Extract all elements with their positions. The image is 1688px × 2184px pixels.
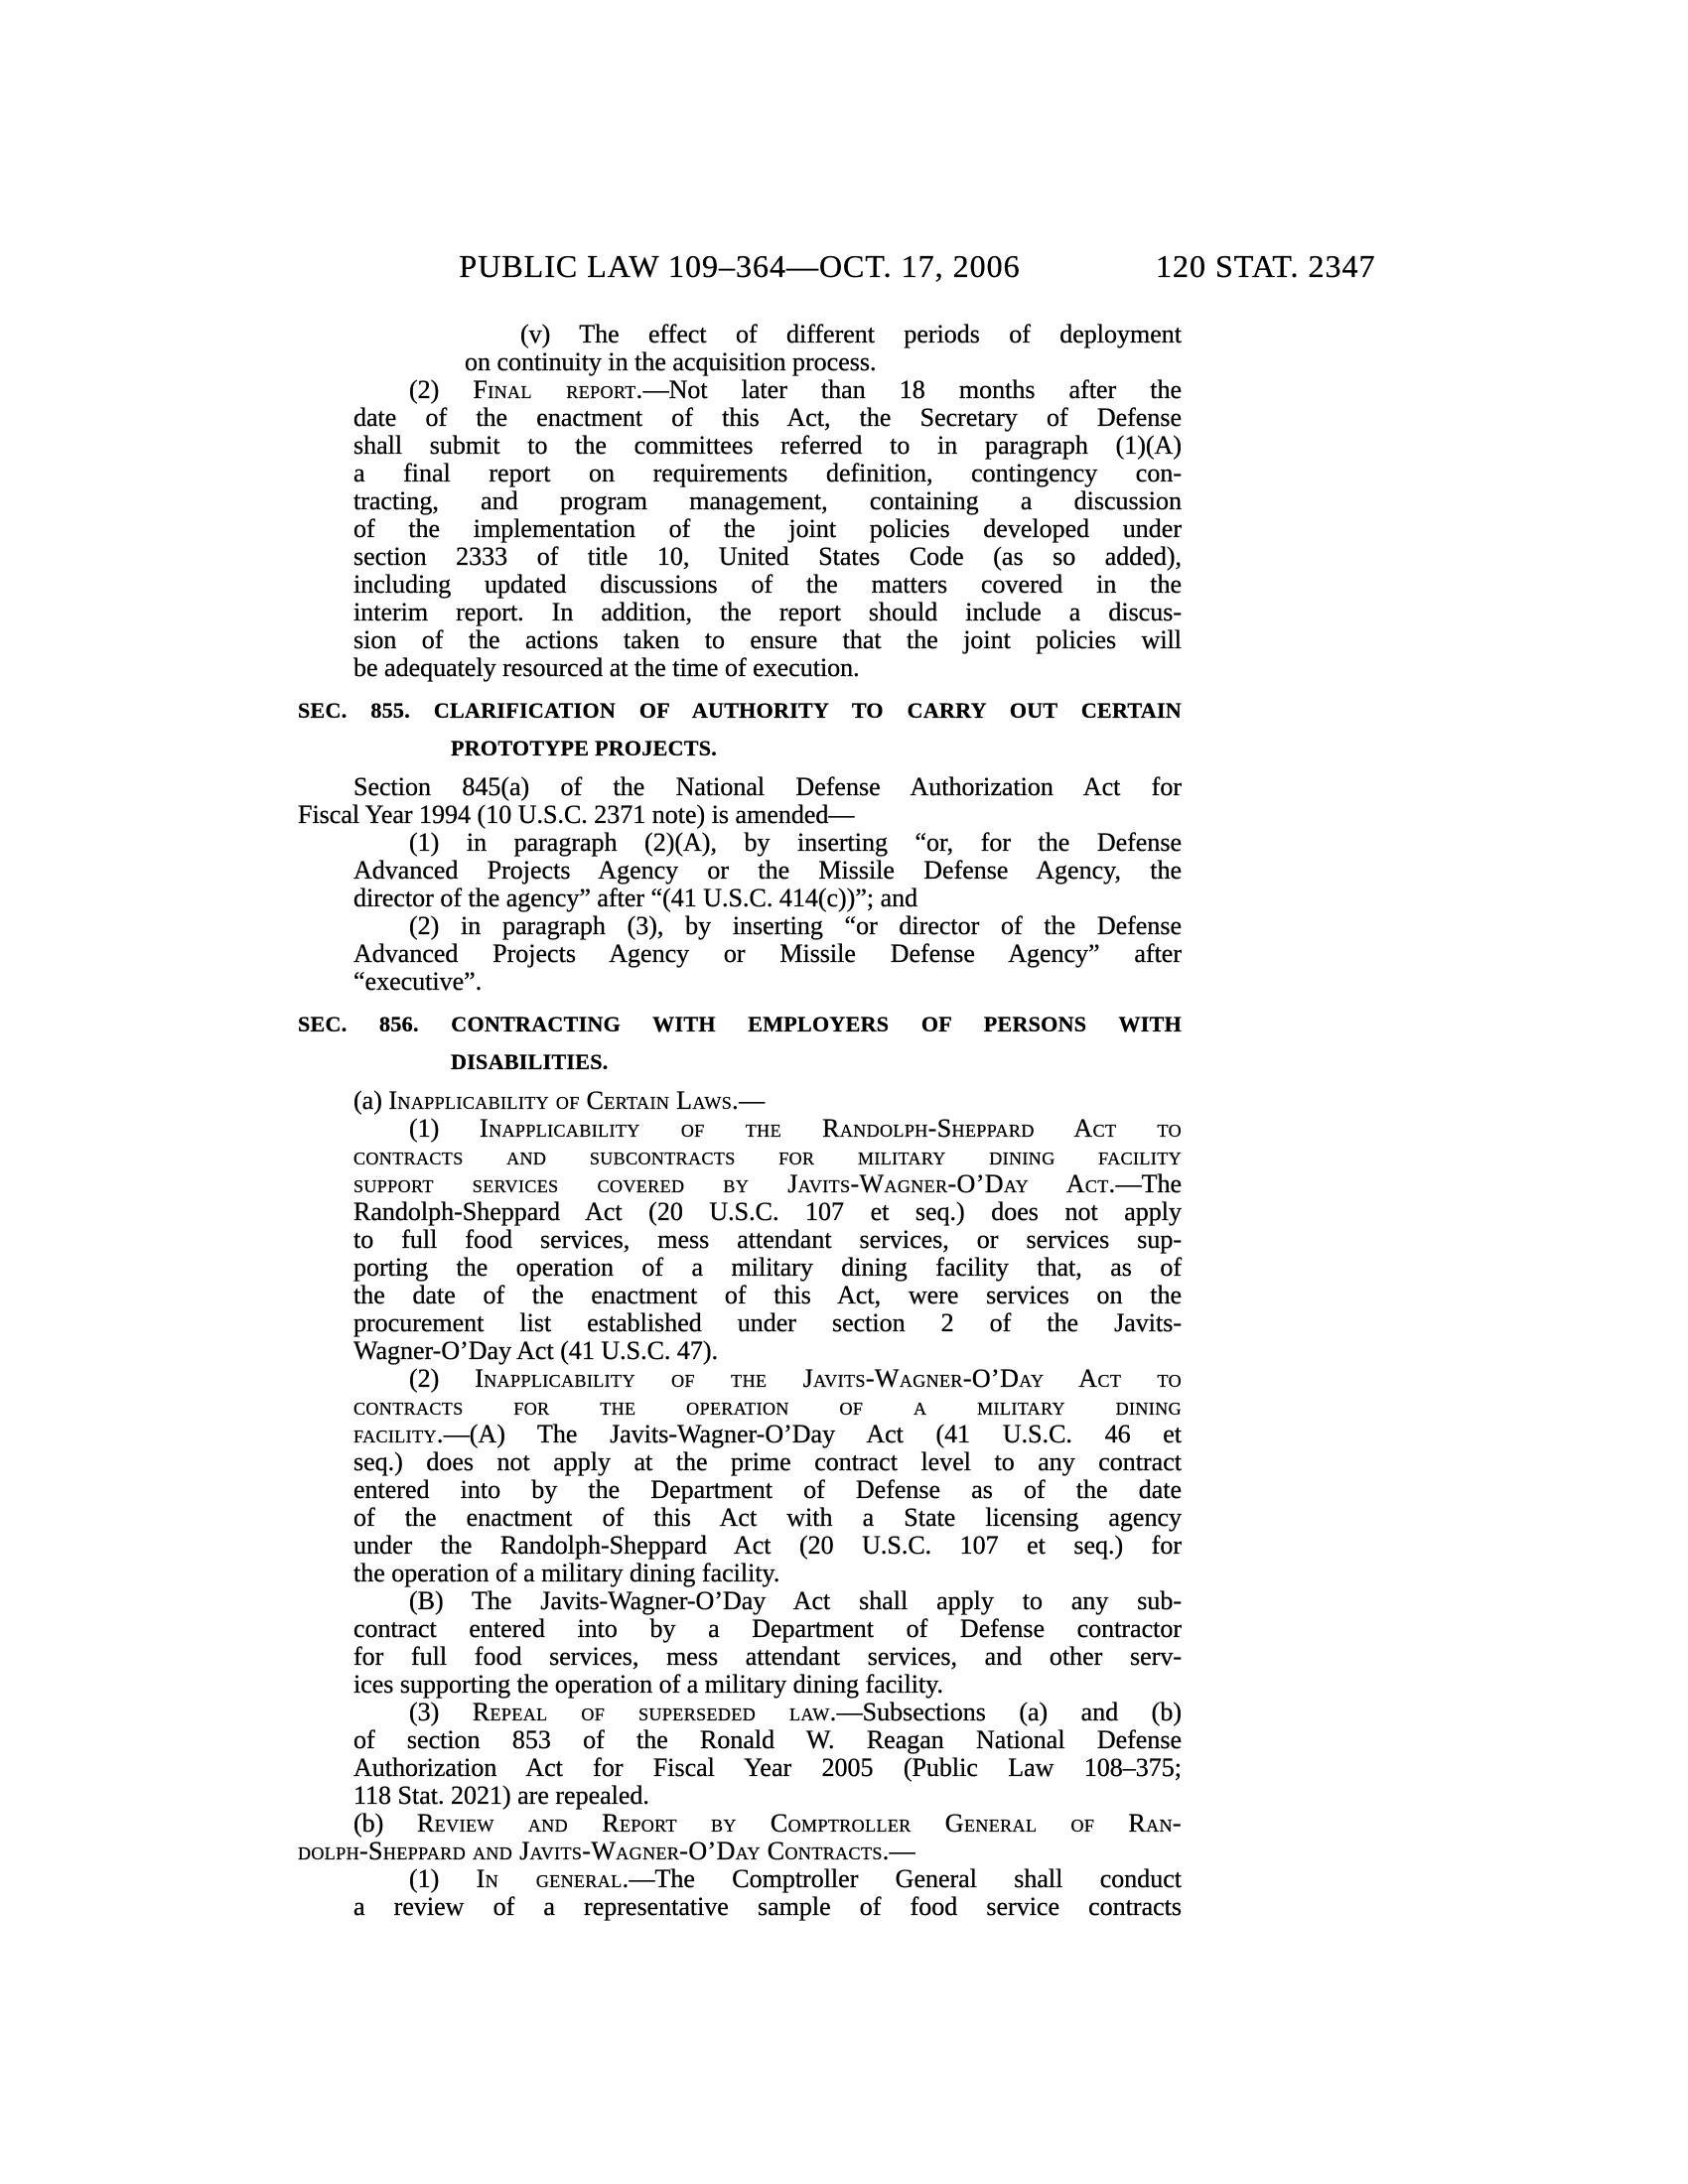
text-run: SEC. 856. CONTRACTING WITH EMPLOYERS OF PERSONS WITH bbox=[298, 1012, 1182, 1036]
text-run: be adequately resourced at the time of execution. bbox=[353, 653, 860, 682]
text-run: porting the operation of a military dining facility that, as of bbox=[353, 1253, 1182, 1282]
text-run: (1) in paragraph (2)(A), by inserting “or, for the Defense bbox=[409, 828, 1182, 857]
text-line bbox=[298, 404, 1182, 432]
text-run: contract entered into by a Department of Defense contractor bbox=[353, 1614, 1182, 1643]
text-line bbox=[298, 1476, 1182, 1504]
section-heading bbox=[298, 1006, 1182, 1081]
text-line bbox=[298, 599, 1182, 626]
text-run: shall submit to the committees referred to in paragraph (1)(A) bbox=[353, 431, 1182, 460]
text-run: section 2333 of title 10, United States Code (as so added), bbox=[353, 542, 1182, 571]
text-run: the date of the enactment of this Act, were services on the bbox=[353, 1281, 1182, 1309]
statute-paragraph bbox=[298, 1810, 1182, 1865]
text-run: procurement list established under section 2 of the Javits- bbox=[353, 1308, 1182, 1337]
text-run: —The Comptroller General shall conduct bbox=[629, 1864, 1182, 1893]
small-caps-run: Final report. bbox=[473, 375, 643, 404]
statute-paragraph bbox=[298, 376, 1182, 682]
text-run: Fiscal Year 1994 (10 U.S.C. 2371 note) is amended— bbox=[298, 800, 855, 829]
text-line bbox=[298, 1560, 1182, 1587]
text-line bbox=[298, 543, 1182, 571]
text-line bbox=[298, 1254, 1182, 1282]
statute-paragraph bbox=[298, 829, 1182, 912]
text-run: — bbox=[889, 1837, 915, 1865]
text-run: (a) bbox=[353, 1086, 389, 1115]
text-line bbox=[298, 1170, 1182, 1198]
text-line bbox=[298, 1143, 1182, 1170]
text-run: (2) bbox=[409, 1364, 476, 1393]
text-run: a review of a representative sample of food service contracts bbox=[353, 1892, 1182, 1921]
text-run: Section 845(a) of the National Defense Authorization Act for bbox=[353, 772, 1182, 801]
text-line bbox=[298, 1838, 1182, 1865]
section-heading bbox=[298, 692, 1182, 767]
text-run: (B) The Javits-Wagner-O’Day Act shall apply to any sub- bbox=[409, 1586, 1182, 1615]
text-run: to full food services, mess attendant services, or services sup- bbox=[353, 1225, 1182, 1254]
statute-paragraph bbox=[298, 1587, 1182, 1699]
text-run: the operation of a military dining facility. bbox=[353, 1559, 780, 1587]
small-caps-run: Inapplicability of Certain Laws. bbox=[388, 1086, 740, 1115]
text-line bbox=[298, 321, 1182, 348]
text-line bbox=[298, 1726, 1182, 1754]
text-run: Advanced Projects Agency or the Missile Defense Agency, the bbox=[353, 856, 1182, 885]
small-caps-run: dolph-Sheppard and Javits-Wagner-O’Day Contracts. bbox=[298, 1837, 890, 1865]
text-run: 118 Stat. 2021) are repealed. bbox=[353, 1781, 649, 1810]
text-run: ices supporting the operation of a military dining facility. bbox=[353, 1670, 944, 1699]
text-line bbox=[298, 1782, 1182, 1810]
text-run: —The bbox=[1115, 1169, 1182, 1198]
text-line bbox=[298, 460, 1182, 487]
text-run: director of the agency” after “(41 U.S.C. 414(c))”; and bbox=[353, 884, 918, 912]
text-line bbox=[298, 515, 1182, 543]
text-line bbox=[298, 1448, 1182, 1476]
text-run: Wagner-O’Day Act (41 U.S.C. 47). bbox=[353, 1336, 719, 1365]
text-run: including updated discussions of the matters covered in the bbox=[353, 570, 1182, 599]
text-run: of the implementation of the joint policies developed under bbox=[353, 514, 1182, 543]
text-line bbox=[298, 1043, 1182, 1081]
text-run: (3) bbox=[409, 1698, 473, 1726]
text-line bbox=[298, 1699, 1182, 1726]
text-run: —(A) The Javits-Wagner-O’Day Act (41 U.S.C. 46 et bbox=[443, 1420, 1182, 1448]
small-caps-run: contracts for the operation of a military dining bbox=[353, 1392, 1182, 1421]
text-run: of section 853 of the Ronald W. Reagan National Defense bbox=[353, 1725, 1182, 1754]
text-line bbox=[298, 801, 1182, 829]
statute-paragraph bbox=[298, 1087, 1182, 1115]
text-line bbox=[298, 1006, 1182, 1043]
text-line bbox=[298, 571, 1182, 599]
text-line bbox=[298, 1393, 1182, 1421]
statute-paragraph bbox=[298, 1365, 1182, 1587]
text-run: a final report on requirements definition, contingency con- bbox=[353, 459, 1182, 487]
text-line bbox=[298, 692, 1182, 730]
small-caps-run: In general. bbox=[476, 1864, 630, 1893]
statute-paragraph bbox=[298, 321, 1182, 376]
text-run: (1) bbox=[409, 1864, 477, 1893]
text-run: Randolph-Sheppard Act (20 U.S.C. 107 et seq.) does not apply bbox=[353, 1197, 1182, 1226]
text-run: Authorization Act for Fiscal Year 2005 (Public Law 108–375; bbox=[353, 1753, 1182, 1782]
statute-paragraph bbox=[298, 1865, 1182, 1921]
text-line bbox=[298, 857, 1182, 885]
text-run: on continuity in the acquisition process. bbox=[465, 347, 877, 376]
text-run: interim report. In addition, the report should include a discus- bbox=[353, 598, 1182, 626]
text-run: Advanced Projects Agency or Missile Defense Agency” after bbox=[353, 939, 1182, 968]
statute-paragraph bbox=[298, 912, 1182, 996]
text-line bbox=[298, 487, 1182, 515]
text-line bbox=[298, 1365, 1182, 1393]
small-caps-run: Inapplicability of the Randolph-Sheppard Act to bbox=[480, 1114, 1182, 1143]
small-caps-run: Review and Report by Comptroller General of Ran- bbox=[417, 1809, 1182, 1838]
text-run: (2) bbox=[409, 375, 474, 404]
small-caps-run: facility. bbox=[353, 1420, 444, 1448]
text-line bbox=[298, 1615, 1182, 1643]
text-line bbox=[298, 940, 1182, 968]
text-line bbox=[298, 829, 1182, 857]
text-run: (2) in paragraph (3), by inserting “or director of the Defense bbox=[409, 911, 1182, 940]
text-run: (b) bbox=[353, 1809, 418, 1838]
text-line bbox=[298, 1671, 1182, 1699]
small-caps-run: contracts and subcontracts for military dining facility bbox=[353, 1142, 1182, 1170]
text-run: (1) bbox=[409, 1114, 481, 1143]
text-line bbox=[298, 773, 1182, 801]
text-run: (v) The effect of different periods of deployment bbox=[520, 320, 1182, 348]
small-caps-run: Inapplicability of the Javits-Wagner-O’Day Act to bbox=[475, 1364, 1182, 1393]
statute-paragraph bbox=[298, 1115, 1182, 1365]
text-line bbox=[298, 1643, 1182, 1671]
statute-paragraph bbox=[298, 1699, 1182, 1810]
text-line bbox=[298, 912, 1182, 940]
text-line bbox=[298, 730, 1182, 767]
small-caps-run: support services covered by Javits-Wagner-O’Day Act. bbox=[353, 1169, 1116, 1198]
text-run: —Subsections (a) and (b) bbox=[836, 1698, 1182, 1726]
text-line bbox=[298, 1337, 1182, 1365]
text-line bbox=[298, 1309, 1182, 1337]
text-line bbox=[298, 1532, 1182, 1560]
text-line bbox=[298, 348, 1182, 376]
text-line bbox=[298, 1754, 1182, 1782]
text-run: DISABILITIES. bbox=[451, 1049, 609, 1074]
text-line bbox=[298, 1198, 1182, 1226]
text-line bbox=[298, 885, 1182, 912]
text-line bbox=[298, 1587, 1182, 1615]
text-line bbox=[298, 376, 1182, 404]
text-line bbox=[298, 626, 1182, 654]
text-run: date of the enactment of this Act, the Secretary of Defense bbox=[353, 403, 1182, 432]
text-line bbox=[298, 1421, 1182, 1448]
text-run: —Not later than 18 months after the bbox=[642, 375, 1182, 404]
text-line bbox=[298, 654, 1182, 682]
text-line bbox=[298, 1226, 1182, 1254]
text-line bbox=[298, 1282, 1182, 1309]
statute-paragraph bbox=[298, 773, 1182, 829]
text-line bbox=[298, 1087, 1182, 1115]
text-run: seq.) does not apply at the prime contract level to any contract bbox=[353, 1447, 1182, 1476]
text-run: under the Randolph-Sheppard Act (20 U.S.C. 107 et seq.) for bbox=[353, 1531, 1182, 1560]
stat-page-number: 120 STAT. 2347 bbox=[1156, 248, 1376, 284]
text-run: sion of the actions taken to ensure that the joint policies will bbox=[353, 625, 1182, 654]
text-line bbox=[298, 1810, 1182, 1838]
text-run: of the enactment of this Act with a State licensing agency bbox=[353, 1503, 1182, 1532]
text-line bbox=[298, 968, 1182, 996]
text-line bbox=[298, 432, 1182, 460]
text-line bbox=[298, 1115, 1182, 1143]
small-caps-run: Repeal of superseded law. bbox=[472, 1698, 837, 1726]
text-run: “executive”. bbox=[353, 967, 483, 996]
text-line bbox=[298, 1893, 1182, 1921]
text-line bbox=[298, 1865, 1182, 1893]
document-body bbox=[298, 321, 1182, 1921]
text-run: for full food services, mess attendant services, and other serv- bbox=[353, 1642, 1182, 1671]
text-line bbox=[298, 1504, 1182, 1532]
text-run: — bbox=[739, 1086, 766, 1115]
text-run: entered into by the Department of Defense as of the date bbox=[353, 1475, 1182, 1504]
text-run: SEC. 855. CLARIFICATION OF AUTHORITY TO CARRY OUT CERTAIN bbox=[298, 698, 1182, 723]
law-title: PUBLIC LAW 109–364—OCT. 17, 2006 bbox=[459, 248, 1021, 284]
text-run: PROTOTYPE PROJECTS. bbox=[451, 736, 718, 760]
text-run: tracting, and program management, containing a discussion bbox=[353, 486, 1182, 515]
